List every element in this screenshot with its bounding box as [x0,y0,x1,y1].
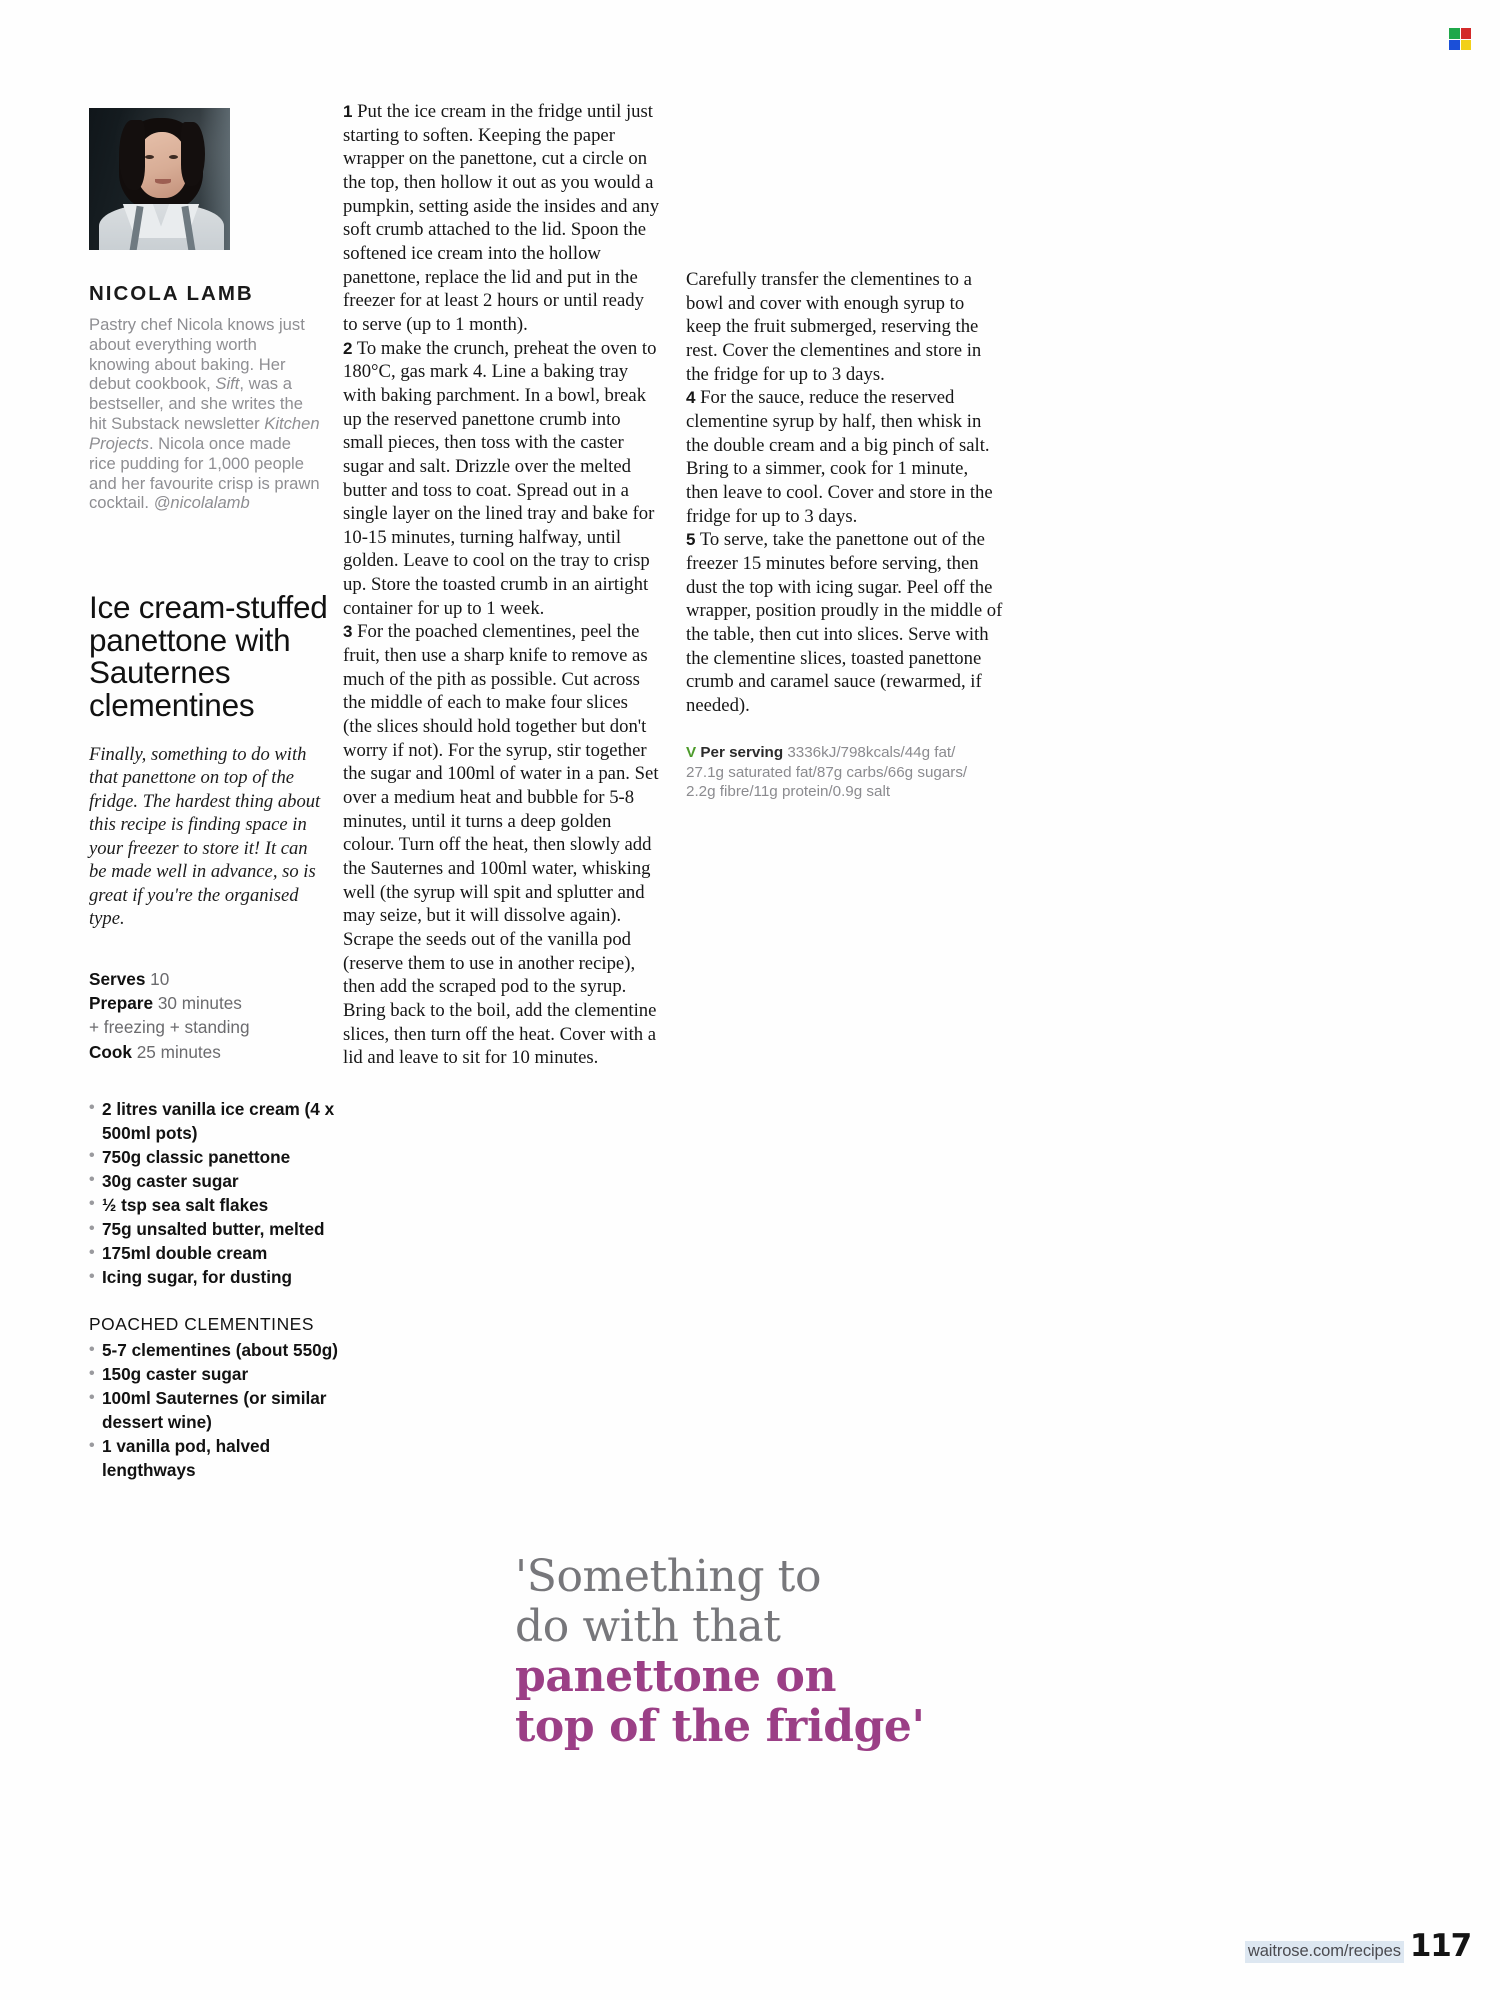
page-footer [1245,1928,1471,1964]
step-number: 1 [343,102,353,121]
chef-bio-newsletter-title: Kitchen Projects [89,414,320,453]
ingredients-subsection-heading: POACHED CLEMENTINES [89,1314,314,1334]
step-number: 3 [343,622,353,642]
vegetarian-flag-icon: V [686,744,697,762]
swatch-yellow [1461,40,1472,51]
ingredient-item: • 2 litres vanilla ice cream (4 x 500ml pots) [89,1098,339,1145]
method-step [343,620,661,1069]
nutrition-values: 3336kJ/798kcals/44g fat/ 27.1g saturated fat/87g carbs/66g sugars/ 2.2g fibre/11g protein/0.9g salt [686,744,968,800]
serves-label: Serves [89,968,146,989]
ingredient-item: • 100ml Sauternes (or similar dessert wine) [89,1387,339,1434]
prepare-value: 30 minutes [157,993,242,1014]
ingredients-list-poached-clementines [89,1339,339,1482]
swatch-red [1461,28,1472,39]
ingredient-item: • 75g unsalted butter, melted [89,1218,339,1242]
method-step [343,337,661,621]
chef-portrait-photo [89,108,230,250]
pull-quote-line-2: do with that [515,1600,781,1652]
nutrition-info [686,743,976,800]
method-continued [686,268,1004,717]
recipe-title: Ice cream-stuffed panettone with Sauternes clementines [89,589,328,724]
portrait-hair-left [119,120,145,190]
nutrition-label: Per serving [700,744,784,762]
cook-line [89,1040,339,1064]
pull-quote-line-1: 'Something to [515,1551,822,1602]
step-number: 2 [343,338,353,358]
page-number: 117 [1409,1928,1471,1964]
chef-name: NICOLA LAMB [89,282,254,305]
ingredient-item: • Icing sugar, for dusting [89,1266,339,1290]
method-column-two [686,268,1004,801]
method-column-one [343,100,661,1070]
step-number: 5 [686,530,696,550]
website-url[interactable]: waitrose.com/recipes [1245,1941,1404,1963]
pull-quote-line-3: panettone on [515,1650,837,1702]
ingredient-item: • 30g caster sugar [89,1170,339,1194]
method-step [686,386,1004,528]
method-step-continuation [686,268,1004,386]
step-text: To serve, take the panettone out of the freezer 15 minutes before serving, then dust the top with icing sugar. Peel off the wrapper, position proudly in the middle of the table, then cut into slices. Serve with the clementine slices, toasted panettone crumb and caramel sauce (rewarmed, if needed). [686,529,1003,716]
chef-bio [89,315,321,513]
serves-value: 10 [150,968,170,989]
step-text: For the poached clementines, peel the fruit, then use a sharp knife to remove as much of the pith as possible. Cut across the middle of each to make four slices (the slices should hold together but don't worry if not). For the syrup, stir together the sugar and 100ml of water in a pan. Set over a medium heat and bubble for 5-8 minutes, until it turns a deep golden colour. Turn off the heat, then slowly add the Sauternes and 100ml water, whisking well (the syrup will spit and splutter and may seize, but it will dissolve again). Scrape the seeds out of the vanilla pod (reserve them to use in another recipe), then add the scraped pod to the syrup. Bring back to the boil, add the clementine slices, then turn off the heat. Cover with a lid and leave to sit for 10 minutes. [343,621,659,1069]
left-column [89,108,339,1500]
pull-quote [515,1552,1075,1752]
step-text: To make the crunch, preheat the oven to 180°C, gas mark 4. Line a baking tray with baking parchment. In a bowl, break up the reserved panettone crumb into small pieces, then toss with the caster sugar and salt. Drizzle over the melted butter and toss to coat. Spread out in a single layer on the lined tray and bake for 10-15 minutes, turning halfway, until golden. Leave to cool on the tray to crisp up. Store the toasted crumb in an airtight container for up to 1 week. [343,337,657,619]
prepare-line [89,991,339,1015]
ingredient-item: • 5-7 clementines (about 550g) [89,1339,339,1363]
swatch-blue [1449,40,1460,51]
recipe-standfirst: Finally, something to do with that panettone on top of the fridge. The hardest thing about this recipe is finding space in your freezer to store it! It can be made well in advance, so is great if you're the organised type. [89,743,321,930]
cook-value: 25 minutes [136,1041,221,1062]
recipe-timings [89,967,339,1064]
pull-quote-line-4: top of the fridge' [515,1700,925,1752]
ingredient-item: • ½ tsp sea salt flakes [89,1194,339,1218]
ingredient-item: • 150g caster sugar [89,1363,339,1387]
step-number: 4 [686,388,696,408]
cook-label: Cook [89,1041,132,1062]
step-text: Carefully transfer the clementines to a bowl and cover with enough syrup to keep the fruit submerged, reserving the rest. Cover the clementines and store in the fridge for up to 3 days. [686,269,982,385]
portrait-hair-right [181,122,205,186]
step-text: Put the ice cream in the fridge until just starting to soften. Keeping the paper wrapper on the panettone, cut a circle on the top, then hollow it out as you would a pumpkin, setting aside the insides and any soft crumb attached to the lid. Spoon the softened ice cream into the hollow panettone, replace the lid and put in the freezer for at least 2 hours or until ready to serve (up to 1 month). [343,101,660,335]
method-step [686,528,1004,717]
chef-social-handle: @nicolalamb [153,493,250,513]
portrait-eye-right [169,155,178,159]
chef-bio-part-3: . Nicola once made rice pudding for 1,000 people and her favourite crisp is prawn cocktail. [89,433,320,513]
ingredient-item: • 1 vanilla pod, halved lengthways [89,1435,339,1482]
swatch-green [1449,28,1460,39]
step-text: For the sauce, reduce the reserved clementine syrup by half, then whisk in the double cream and a big pinch of salt. Bring to a simmer, cook for 1 minute, then leave to cool. Cover and store in the fridge for up to 3 days. [686,387,993,527]
serves-line [89,967,339,991]
portrait-mouth [155,179,171,184]
chef-bio-part-2: , was a bestseller, and she writes the hit Substack newsletter [89,374,303,434]
ingredients-list [89,1098,339,1290]
chef-bio-part-1: Pastry chef Nicola knows just about everything worth knowing about baking. Her debut cookbook, [89,315,305,394]
portrait-eye-left [145,155,154,159]
cmyk-registration-swatch [1449,28,1471,50]
chef-bio-book-title: Sift [215,374,240,394]
prepare-label: Prepare [89,993,154,1014]
ingredient-item: • 175ml double cream [89,1242,339,1266]
method-step [343,100,661,337]
prepare-extra: + freezing + standing [89,1017,250,1038]
ingredient-item: • 750g classic panettone [89,1146,339,1170]
